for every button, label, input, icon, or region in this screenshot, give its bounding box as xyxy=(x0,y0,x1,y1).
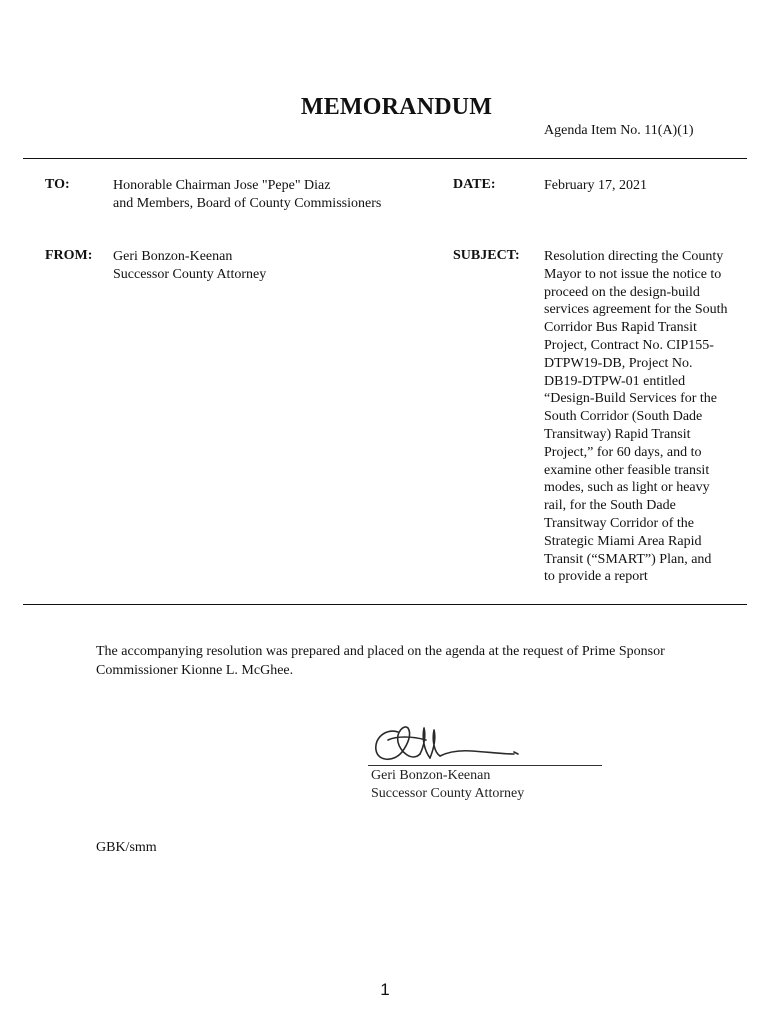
date-label: DATE: xyxy=(453,177,496,192)
from-label: FROM: xyxy=(45,248,93,263)
subject-line: to provide a report xyxy=(544,569,648,585)
to-line-1: Honorable Chairman Jose "Pepe" Diaz xyxy=(113,178,331,193)
to-label: TO: xyxy=(45,177,70,192)
memo-title: MEMORANDUM xyxy=(300,94,493,120)
subject-line: proceed on the design-build xyxy=(544,284,700,300)
from-line-1: Geri Bonzon-Keenan xyxy=(113,249,233,264)
signer-title: Successor County Attorney xyxy=(371,786,525,801)
subject-text xyxy=(544,248,749,586)
subject-line: Transitway) Rapid Transit xyxy=(544,426,691,442)
handwritten-signature xyxy=(368,718,568,770)
body-paragraph xyxy=(96,642,736,680)
subject-line: Project, Contract No. CIP155- xyxy=(544,337,714,353)
to-line-2: and Members, Board of County Commissioners xyxy=(113,196,382,211)
subject-line: Transit (“SMART”) Plan, and xyxy=(544,551,712,567)
subject-line: Strategic Miami Area Rapid xyxy=(544,533,702,549)
subject-line: DB19-DTPW-01 entitled xyxy=(544,373,686,389)
from-line-2: Successor County Attorney xyxy=(113,267,267,282)
date-value: February 17, 2021 xyxy=(544,178,648,193)
subject-line: Project,” for 60 days, and to xyxy=(544,444,702,460)
body-line-1: The accompanying resolution was prepared and placed on the agenda at the request of Prime Sponsor xyxy=(96,644,665,659)
subject-label: SUBJECT: xyxy=(453,248,520,263)
signature-line xyxy=(368,765,602,766)
agenda-item-number: Agenda Item No. 11(A)(1) xyxy=(544,123,694,138)
subject-line: Mayor to not issue the notice to xyxy=(544,266,722,282)
typist-initials: GBK/smm xyxy=(96,840,157,855)
subject-line: services agreement for the South xyxy=(544,302,728,318)
page-number: 1 xyxy=(380,980,390,999)
subject-line: Transitway Corridor of the xyxy=(544,515,694,531)
to-recipient xyxy=(113,177,381,213)
subject-line: Corridor Bus Rapid Transit xyxy=(544,320,697,336)
subject-line: examine other feasible transit xyxy=(544,462,710,478)
subject-line: “Design-Build Services for the xyxy=(544,391,718,407)
subject-line: rail, for the South Dade xyxy=(544,498,676,514)
signer-name: Geri Bonzon-Keenan xyxy=(371,768,491,783)
subject-line: South Corridor (South Dade xyxy=(544,409,703,425)
from-sender xyxy=(113,248,266,284)
body-line-2: Commissioner Kionne L. McGhee. xyxy=(96,663,294,678)
subject-line: modes, such as light or heavy xyxy=(544,480,710,496)
signature-block xyxy=(371,767,524,803)
top-divider xyxy=(23,158,747,159)
subject-line: DTPW19-DB, Project No. xyxy=(544,355,693,371)
subject-line: Resolution directing the County xyxy=(544,249,724,264)
bottom-divider xyxy=(23,604,747,605)
